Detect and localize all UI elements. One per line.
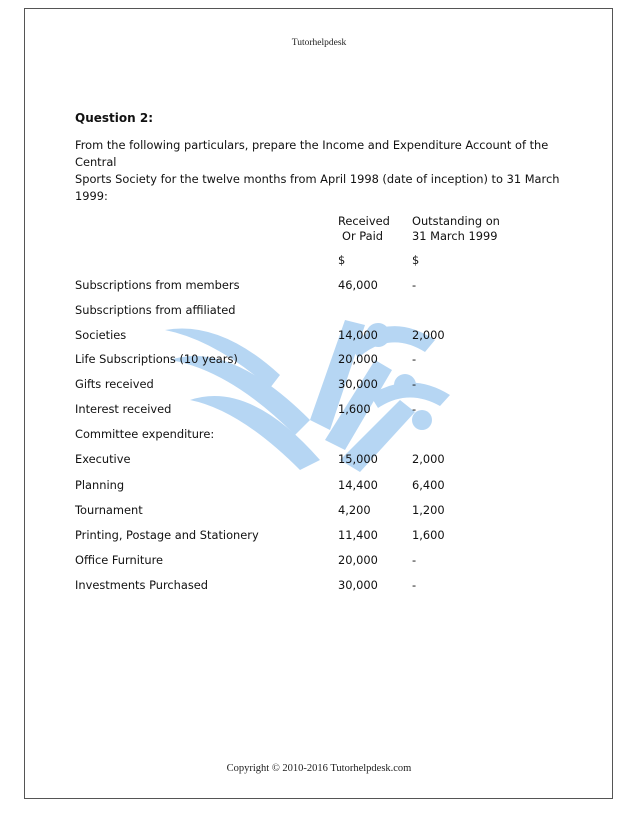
table-row	[0, 377, 638, 395]
intro-line-2: Sports Society for the twelve months from April 1998 (date of inception) to 31 March 1999:	[75, 172, 560, 203]
row-paid: 15,000	[338, 452, 378, 466]
table-row	[0, 278, 638, 296]
row-outstanding: -	[412, 278, 417, 292]
row-label: Executive	[75, 452, 131, 466]
column-header-outstanding	[412, 214, 500, 244]
row-label: Subscriptions from affiliated	[75, 303, 236, 317]
row-paid: 46,000	[338, 278, 378, 292]
table-row	[0, 352, 638, 370]
column-header-received-or-paid	[338, 214, 390, 244]
row-label: Gifts received	[75, 377, 154, 391]
table-row	[0, 303, 638, 321]
question-intro	[75, 137, 575, 205]
col-out-line2: 31 March 1999	[412, 229, 498, 243]
row-paid: 11,400	[338, 528, 378, 542]
table-row	[0, 328, 638, 346]
col-paid-line1: Received	[338, 214, 390, 228]
row-outstanding: -	[412, 578, 417, 592]
currency-paid: $	[338, 253, 346, 267]
row-paid: 30,000	[338, 377, 378, 391]
row-outstanding: 2,000	[412, 452, 445, 466]
row-outstanding: 2,000	[412, 328, 445, 342]
table-row	[0, 478, 638, 496]
question-title: Question 2:	[75, 111, 153, 125]
row-label: Planning	[75, 478, 125, 492]
row-outstanding: 1,600	[412, 528, 445, 542]
copyright-footer: Copyright © 2010-2016 Tutorhelpdesk.com	[226, 763, 412, 774]
row-paid: 20,000	[338, 553, 378, 567]
row-outstanding: -	[412, 352, 417, 366]
table-row	[0, 402, 638, 420]
page-header: Tutorhelpdesk	[291, 38, 347, 48]
row-paid: 30,000	[338, 578, 378, 592]
row-label: Subscriptions from members	[75, 278, 240, 292]
row-label: Printing, Postage and Stationery	[75, 528, 259, 542]
row-paid: 1,600	[338, 402, 371, 416]
intro-line-1: From the following particulars, prepare the Income and Expenditure Account of the Central	[75, 138, 549, 169]
row-outstanding: 6,400	[412, 478, 445, 492]
row-label: Interest received	[75, 402, 172, 416]
table-row	[0, 427, 638, 445]
row-paid: 14,000	[338, 328, 378, 342]
row-label: Investments Purchased	[75, 578, 209, 592]
row-label: Life Subscriptions (10 years)	[75, 352, 238, 366]
col-out-line1: Outstanding on	[412, 214, 500, 228]
row-label: Societies	[75, 328, 127, 342]
col-paid-line2: Or Paid	[342, 229, 384, 243]
row-outstanding: -	[412, 553, 417, 567]
row-paid: 20,000	[338, 352, 378, 366]
row-label: Office Furniture	[75, 553, 164, 567]
table-row	[0, 578, 638, 596]
table-row	[0, 553, 638, 571]
row-outstanding: -	[412, 402, 417, 416]
row-paid: 4,200	[338, 503, 371, 517]
table-row	[0, 503, 638, 521]
row-outstanding: -	[412, 377, 417, 391]
row-label: Committee expenditure:	[75, 427, 215, 441]
row-label: Tournament	[75, 503, 143, 517]
row-paid: 14,400	[338, 478, 378, 492]
currency-outstanding: $	[412, 253, 420, 267]
table-row	[0, 452, 638, 470]
table-row	[0, 528, 638, 546]
row-outstanding: 1,200	[412, 503, 445, 517]
currency-row	[0, 253, 638, 271]
